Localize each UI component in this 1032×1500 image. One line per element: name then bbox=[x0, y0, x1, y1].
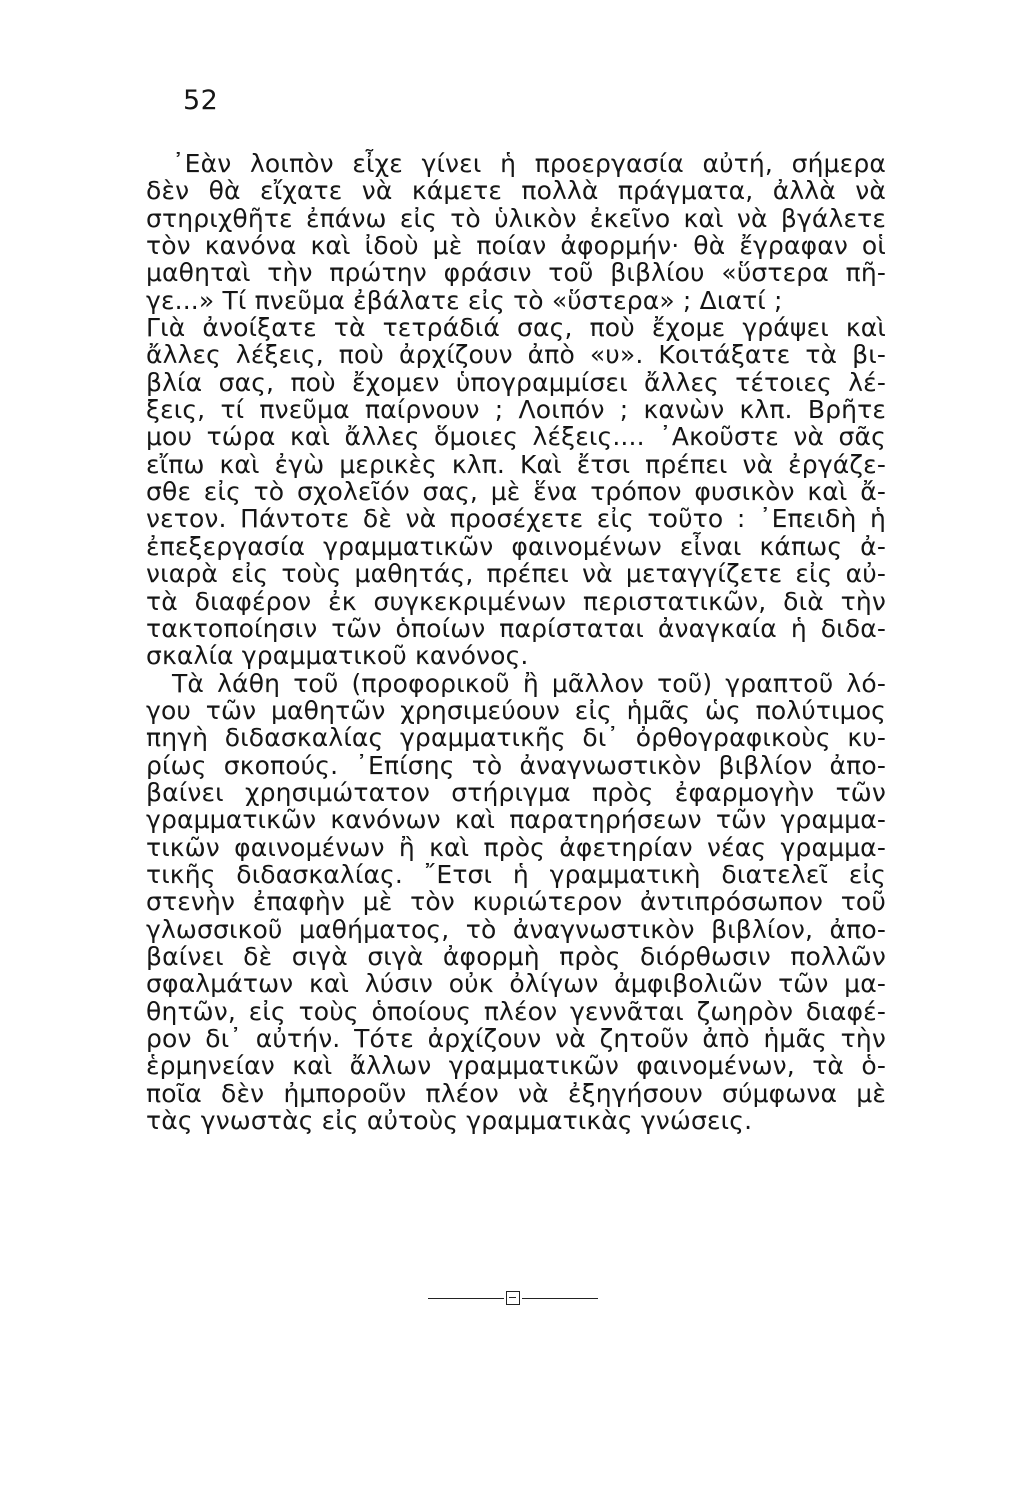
text-line: μαθηταὶ τὴν πρώτην φράσιν τοῦ βιβλίου «ὕστερα πῆ- bbox=[146, 258, 886, 288]
text-line: τικῆς διδασκαλίας. ῎Ετσι ἡ γραμματικὴ διατελεῖ εἰς bbox=[146, 859, 886, 889]
text-line: βλία σας, ποὺ ἔχομεν ὑπογραμμίσει ἄλλες τέτοιες λέ- bbox=[146, 367, 886, 397]
text-line: ἑρμηνείαν καὶ ἄλλων γραμματικῶν φαινομένων, τὰ ὁ- bbox=[146, 1051, 886, 1081]
text-line: δὲν θὰ εἴχατε νὰ κάμετε πολλὰ πράγματα, ἀλλὰ νὰ bbox=[146, 176, 886, 206]
text-line: ἐπεξεργασία γραμματικῶν φαινομένων εἶναι κάπως ἀ- bbox=[146, 531, 886, 561]
text-line: πηγὴ διδασκαλίας γραμματικῆς δι᾿ ὀρθογραφικοὺς κυ- bbox=[146, 723, 886, 753]
text-line: ᾿Εὰν λοιπὸν εἶχε γίνει ἡ προεργασία αὐτή, σήμερα bbox=[172, 149, 886, 178]
text-line: ποῖα δὲν ἠμποροῦν πλέον νὰ ἐξηγήσουν σύμφωνα μὲ bbox=[146, 1078, 886, 1108]
text-line: βαίνει δὲ σιγὰ σιγὰ ἀφορμὴ πρὸς διόρθωσιν πολλῶν bbox=[146, 941, 886, 971]
separator-rule-left bbox=[428, 1298, 504, 1299]
text-line: νετον. Πάντοτε δὲ νὰ προσέχετε εἰς τοῦτο : ᾿Επειδὴ ἡ bbox=[146, 504, 886, 534]
text-line: θητῶν, εἰς τοὺς ὁποίους πλέον γεννᾶται ζωηρὸν διαφέ- bbox=[146, 996, 886, 1026]
text-line: τακτοποίησιν τῶν ὁποίων παρίσταται ἀναγκαία ἡ διδα- bbox=[146, 613, 886, 643]
text-line: τὰ διαφέρον ἐκ συγκεκριμένων περιστατικῶν, διὰ τὴν bbox=[146, 586, 886, 616]
text-line: εἴπω καὶ ἐγὼ μερικὲς κλπ. Καὶ ἔτσι πρέπει νὰ ἐργάζε- bbox=[146, 449, 886, 479]
text-line: τὸν κανόνα καὶ ἰδοὺ μὲ ποίαν ἀφορμήν· θὰ ἔγραφαν οἱ bbox=[146, 231, 886, 261]
section-separator bbox=[428, 1286, 598, 1310]
text-line: γλωσσικοῦ μαθήματος, τὸ ἀναγνωστικὸν βιβλίον, ἀπο- bbox=[146, 914, 886, 944]
text-line: τὰς γνωστὰς εἰς αὐτοὺς γραμματικὰς γνώσεις. bbox=[146, 1106, 753, 1136]
ornament-icon bbox=[506, 1291, 520, 1305]
text-line: Γιὰ ἀνοίξατε τὰ τετράδιά σας, ποὺ ἔχομε γράψει καὶ bbox=[146, 313, 886, 343]
text-line: ρίως σκοπούς. ᾿Επίσης τὸ ἀναγνωστικὸν βιβλίον ἀπο- bbox=[146, 750, 886, 780]
text-line: βαίνει χρησιμώτατον στήριγμα πρὸς ἐφαρμογὴν τῶν bbox=[146, 777, 886, 807]
text-line: σφαλμάτων καὶ λύσιν οὐκ ὀλίγων ἀμφιβολιῶν τῶν μα- bbox=[146, 969, 886, 999]
body-text bbox=[146, 150, 886, 1134]
text-line: ρον δι᾿ αὐτήν. Τότε ἀρχίζουν νὰ ζητοῦν ἀπὸ ἡμᾶς τὴν bbox=[146, 1024, 886, 1053]
text-line: γε...» Τί πνεῦμα ἐβάλατε εἰς τὸ «ὕστερα» ; Διατί ; bbox=[146, 285, 783, 315]
text-line: τικῶν φαινομένων ἢ καὶ πρὸς ἀφετηρίαν νέας γραμμα- bbox=[146, 832, 886, 862]
text-line: ἄλλες λέξεις, ποὺ ἀρχίζουν ἀπὸ «υ». Κοιτάξατε τὰ βι- bbox=[146, 340, 886, 370]
text-line: ξεις, τί πνεῦμα παίρνουν ; Λοιπόν ; κανὼν κλπ. Βρῆτε bbox=[146, 395, 886, 425]
text-line: στηριχθῆτε ἐπάνω εἰς τὸ ὑλικὸν ἐκεῖνο καὶ νὰ βγάλετε bbox=[146, 203, 886, 233]
text-line: Τὰ λάθη τοῦ (προφορικοῦ ἢ μᾶλλον τοῦ) γραπτοῦ λό- bbox=[172, 668, 886, 698]
text-line: γραμματικῶν κανόνων καὶ παρατηρήσεων τῶν γραμμα- bbox=[146, 805, 886, 835]
text-line: μου τώρα καὶ ἄλλες ὅμοιες λέξεις.... ᾿Ακοῦστε νὰ σᾶς bbox=[146, 422, 886, 452]
text-line: σθε εἰς τὸ σχολεῖόν σας, μὲ ἕνα τρόπον φυσικὸν καὶ ἄ- bbox=[146, 477, 886, 507]
text-line: γου τῶν μαθητῶν χρησιμεύουν εἰς ἡμᾶς ὡς πολύτιμος bbox=[146, 695, 886, 725]
text-line: στενὴν ἐπαφὴν μὲ τὸν κυριώτερον ἀντιπρόσωπον τοῦ bbox=[146, 887, 886, 917]
separator-rule-right bbox=[522, 1298, 598, 1299]
text-line: νιαρὰ εἰς τοὺς μαθητάς, πρέπει νὰ μεταγγίζετε εἰς αὐ- bbox=[146, 559, 886, 589]
text-line: σκαλία γραμματικοῦ κανόνος. bbox=[146, 641, 529, 671]
page-number: 52 bbox=[183, 85, 219, 116]
